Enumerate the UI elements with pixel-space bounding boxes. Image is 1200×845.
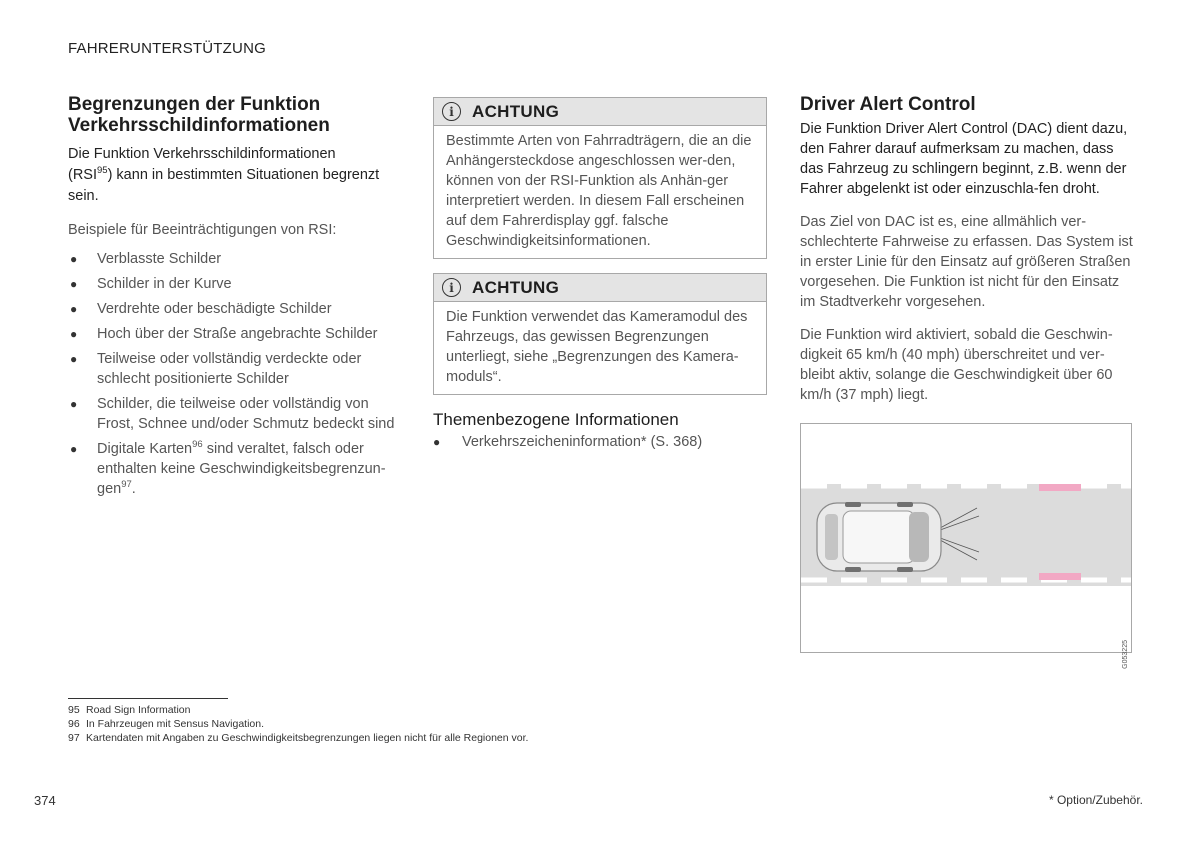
list-item-text: Digitale Karten	[97, 441, 193, 457]
warning-header	[434, 98, 766, 126]
examples-label: Beispiele für Beeinträchtigungen von RSI:	[68, 222, 337, 238]
footnote-ref-96[interactable]: 96	[192, 439, 203, 451]
warning-title: ACHTUNG	[472, 101, 560, 121]
lane-marker-top-highlight	[1039, 484, 1081, 491]
car-top-view	[817, 502, 941, 572]
heading-line-2: Verkehrsschildinformationen	[68, 115, 330, 136]
rsi-intro-paragraph	[68, 144, 408, 207]
footnote-number: 95	[68, 704, 80, 716]
option-note: * Option/Zubehör.	[1048, 793, 1143, 807]
bullet-icon: ●	[70, 397, 78, 411]
dac-paragraph-activation: Die Funktion wird aktiviert, sobald die Geschwin-digkeit 65 km/h (40 mph) überschreitet und ver-bleibt aktiv, solange die Geschwindigkeit über 60 km/h (37 mph) liegt.	[800, 327, 1113, 403]
related-info-heading: Themenbezogene Informationen	[433, 410, 679, 429]
intro-text-a: Die Funktion Verkehrsschildinformationen	[68, 146, 336, 162]
bullet-icon: ●	[70, 252, 78, 266]
list-item-text: Schilder, die teilweise oder vollständig von Frost, Schnee und/oder Schmutz bedeckt sind	[97, 396, 395, 432]
figure-code: G053225	[1122, 640, 1129, 669]
footnote-text: Road Sign Information	[86, 704, 191, 716]
bullet-icon: ●	[70, 442, 78, 456]
bullet-icon: ●	[70, 352, 78, 366]
rsi-limitations-heading	[68, 94, 408, 136]
rsi-limitations-section	[68, 94, 408, 504]
bullet-icon: ●	[70, 327, 78, 341]
heading-line-1: Begrenzungen der Funktion	[68, 94, 321, 115]
info-circle-icon: i	[442, 102, 461, 121]
list-item	[68, 324, 408, 344]
list-item-text: .	[131, 481, 136, 497]
footnote-97	[68, 731, 528, 745]
warning-box-camera-module	[433, 273, 767, 395]
warning-body: Die Funktion verwendet das Kameramodul des Fahrzeugs, das gewissen Begrenzungen unterliegt, siehe „Begrenzungen des Kamera-moduls“.	[446, 309, 748, 385]
footnote-ref-95[interactable]: 95	[97, 165, 108, 177]
footnote-text: In Fahrzeugen mit Sensus Navigation.	[86, 718, 265, 730]
list-item-text: Hoch über der Straße angebrachte Schilder	[97, 326, 378, 342]
footnote-divider	[68, 698, 228, 699]
dac-heading: Driver Alert Control	[800, 94, 976, 115]
footnote-number: 96	[68, 718, 80, 730]
related-info-link-text[interactable]: Verkehrszeicheninformation* (S. 368)	[462, 434, 703, 450]
bullet-icon: ●	[70, 277, 78, 291]
list-item	[68, 274, 408, 294]
list-item-text: Schilder in der Kurve	[97, 276, 232, 292]
bullet-icon: ●	[433, 435, 441, 449]
dac-intro-paragraph: Die Funktion Driver Alert Control (DAC) dient dazu, den Fahrer darauf aufmerksam zu machen, dass das Fahrzeug zu schlingern beginnt, z.B. wenn der Fahrer abgelenkt ist oder einzuschla-fen droht.	[800, 121, 1128, 197]
footnote-text: Kartendaten mit Angaben zu Geschwindigkeitsbegrenzungen liegen nicht für alle Regionen vor.	[86, 732, 529, 744]
warning-body: Bestimmte Arten von Fahrradträgern, die an die Anhängersteckdose angeschlossen wer-den, können von der RSI-Funktion als Anhän-ger interpretiert werden. In diesem Fall erscheinen auf dem Fahrerdisplay ggf. falsche Geschwindigkeitsinformationen.	[446, 133, 752, 249]
warning-box-bike-carrier	[433, 97, 767, 259]
list-item-text: Teilweise oder vollständig verdeckte oder schlecht positionierte Schilder	[97, 351, 362, 387]
footnote-95	[68, 703, 190, 717]
related-info-link[interactable]	[433, 432, 702, 452]
footnote-ref-97[interactable]: 97	[121, 479, 132, 491]
footnote-96	[68, 717, 264, 731]
dac-illustration	[800, 423, 1132, 669]
info-circle-icon: i	[442, 278, 461, 297]
warning-header	[434, 274, 766, 302]
intro-text-b: (RSI	[68, 167, 97, 183]
list-item	[68, 439, 408, 499]
list-item	[68, 249, 408, 269]
lane-marker-bottom-highlight	[1039, 573, 1081, 580]
warning-title: ACHTUNG	[472, 277, 560, 297]
page-number: 374	[34, 793, 56, 808]
list-item-text: Verdrehte oder beschädigte Schilder	[97, 301, 332, 317]
bullet-icon: ●	[70, 302, 78, 316]
dac-diagram-svg	[801, 424, 1131, 652]
footnote-number: 97	[68, 732, 80, 744]
intro-text-c: ) kann in bestimmten Situationen begrenzt sein.	[68, 167, 380, 204]
limitations-list	[68, 249, 408, 499]
dac-section	[800, 94, 1135, 405]
section-header: FAHRERUNTERSTÜTZUNG	[68, 40, 266, 57]
list-item-text: Verblasste Schilder	[97, 251, 222, 267]
list-item	[68, 299, 408, 319]
list-item	[68, 349, 408, 389]
list-item	[68, 394, 408, 434]
dac-paragraph-goal: Das Ziel von DAC ist es, eine allmählich ver-schlechterte Fahrweise zu erfassen. Das System ist in erster Linie für den Einsatz auf größeren Straßen vorgesehen. Die Funktion ist nicht für den Einsatz im Stadtverkehr vorgesehen.	[800, 214, 1133, 310]
list-item-text: sind veraltet, falsch oder enthalten keine Geschwindigkeitsbegrenzun-gen	[97, 441, 386, 497]
